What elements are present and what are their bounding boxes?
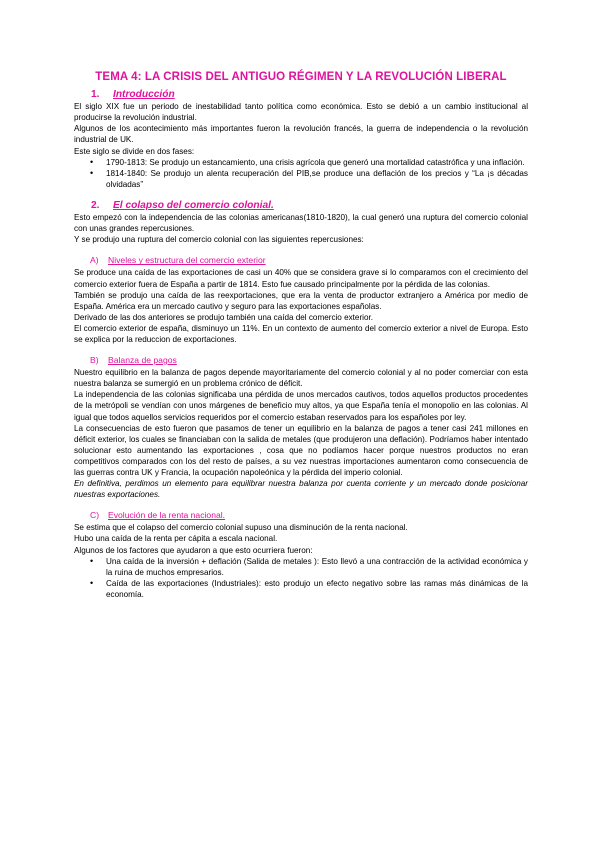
subsection-letter: B)	[90, 355, 99, 366]
section-number: 2.	[91, 199, 100, 211]
subsection-letter: A)	[90, 255, 99, 266]
paragraph: La consecuencias de esto fueron que pasamos de tener un equilibrio en la balanza de pagos a tener casi 241 millones en déficit exterior, los cuales se financiaban con la salida de metales (que produjeron una deflación). Podríamos haber intentado solucionar esto aumentando las exportaciones , cosa que no podíamos hacer porque nuestros productos no eran competitivos comparados con los del resto de países, a su vez nuestras importaciones aumentaron como consecuencia de las guerras contra UK y Francia, la ocupación napoleónica y la pérdida del imperio colonial.	[74, 423, 528, 477]
bullet-list	[74, 157, 528, 190]
section-heading-introduccion	[74, 89, 528, 100]
section-number: 1.	[91, 89, 100, 101]
list-item: • Una caída de la inversión + deflación (Salida de metales ): Esto llevó a una contracción de la actividad económica y la ruina de muchos empresarios.	[74, 556, 528, 578]
subsection-heading-b	[74, 355, 528, 366]
list-item: • Caída de las exportaciones (Industriales): esto produjo un efecto negativo sobre las ramas más dinámicas de la economía.	[74, 578, 528, 600]
paragraph: Esto empezó con la independencia de las colonias americanas(1810-1820), la cual generó una ruptura del comercio colonial con unas grandes repercusiones.	[74, 213, 528, 234]
subsection-letter: C)	[90, 510, 100, 521]
paragraph: Se estima que el colapso del comercio colonial supuso una disminución de la renta nacional.	[74, 523, 408, 533]
list-item: • 1814-1840: Se produjo un alenta recuperación del PIB,se produce una deflación de los precios y “La ¡s décadas olvidadas”	[74, 168, 528, 190]
paragraph: También se produjo una caída de las reexportaciones, que era la venta de productor extranjero a América por medio de España. América era un mercado cautivo y seguro para las exportaciones españolas.	[74, 290, 528, 311]
section-heading-label: El colapso del comercio colonial.	[113, 199, 274, 211]
subsection-heading-c	[74, 510, 528, 521]
paragraph: Hubo una caída de la renta per cápita a escala nacional.	[74, 534, 278, 544]
paragraph: El siglo XIX fue un periodo de inestabilidad tanto política como económica. Esto se debió a un cambio institucional al producirse la revolución industrial.	[74, 102, 528, 123]
bullet-list	[74, 556, 528, 600]
paragraph: Derivado de las dos anteriores se produjo también una caída del comercio exterior.	[74, 312, 373, 322]
paragraph: Nuestro equilibrio en la balanza de pagos depende mayoritariamente del comercio colonial y al no poder comerciar con esta nuestra balanza se sumergió en un problema crónico de déficit.	[74, 368, 528, 389]
subsection-heading-label: Niveles y estructura del comercio exterior	[108, 255, 266, 266]
subsection-heading-label: Balanza de pagos	[108, 355, 177, 366]
paragraph: Algunos de los acontecimiento más importantes fueron la revolución francés, la guerra de independencia o la revolución industrial de UK.	[74, 124, 528, 145]
paragraph: Y se produjo una ruptura del comercio colonial con las siguientes repercusiones:	[74, 235, 364, 245]
paragraph: Se produce una caída de las exportaciones de casi un 40% que se considera grave si lo comparamos con el crecimiento del comercio exterior fuera de España a partir de 1814. Esto fue causado principalmente por la pérdida de las colonias.	[74, 268, 528, 289]
document-page	[74, 72, 528, 600]
section-heading-colapso	[74, 200, 528, 211]
italic-paragraph: En definitiva, perdimos un elemento para equilibrar nuestra balanza por cuenta corriente y un mercado donde posicionar nuestras exportaciones.	[74, 479, 528, 500]
paragraph: El comercio exterior de españa, disminuyo un 11%. En un contexto de aumento del comercio exterior a nivel de Europa. Esto se explica por la reduccion de exportaciones.	[74, 323, 528, 344]
paragraph: La independencia de las colonias significaba una pérdida de unos mercados cautivos, todos aquellos productos procedentes de la metrópoli se vendían con unos márgenes de beneficio muy altos, ya que España tenía el monopolio en las colonias. Al igual que todos aquellos servicios requeridos por el comercio estaban reservados para los españoles por ley.	[74, 390, 528, 422]
document-title: TEMA 4: LA CRISIS DEL ANTIGUO RÉGIMEN Y LA REVOLUCIÓN LIBERAL	[95, 71, 507, 83]
paragraph: Este siglo se divide en dos fases:	[74, 146, 195, 156]
subsection-heading-label: Evolución de la renta nacional.	[108, 510, 226, 521]
list-item: • 1790-1813: Se produjo un estancamiento, una crisis agrícola que generó una mortalidad catastrófica y una inflación.	[74, 157, 528, 168]
paragraph: Algunos de los factores que ayudaron a que esto ocurriera fueron:	[74, 545, 313, 555]
subsection-heading-a	[74, 255, 528, 266]
section-heading-label: Introducción	[113, 89, 175, 101]
